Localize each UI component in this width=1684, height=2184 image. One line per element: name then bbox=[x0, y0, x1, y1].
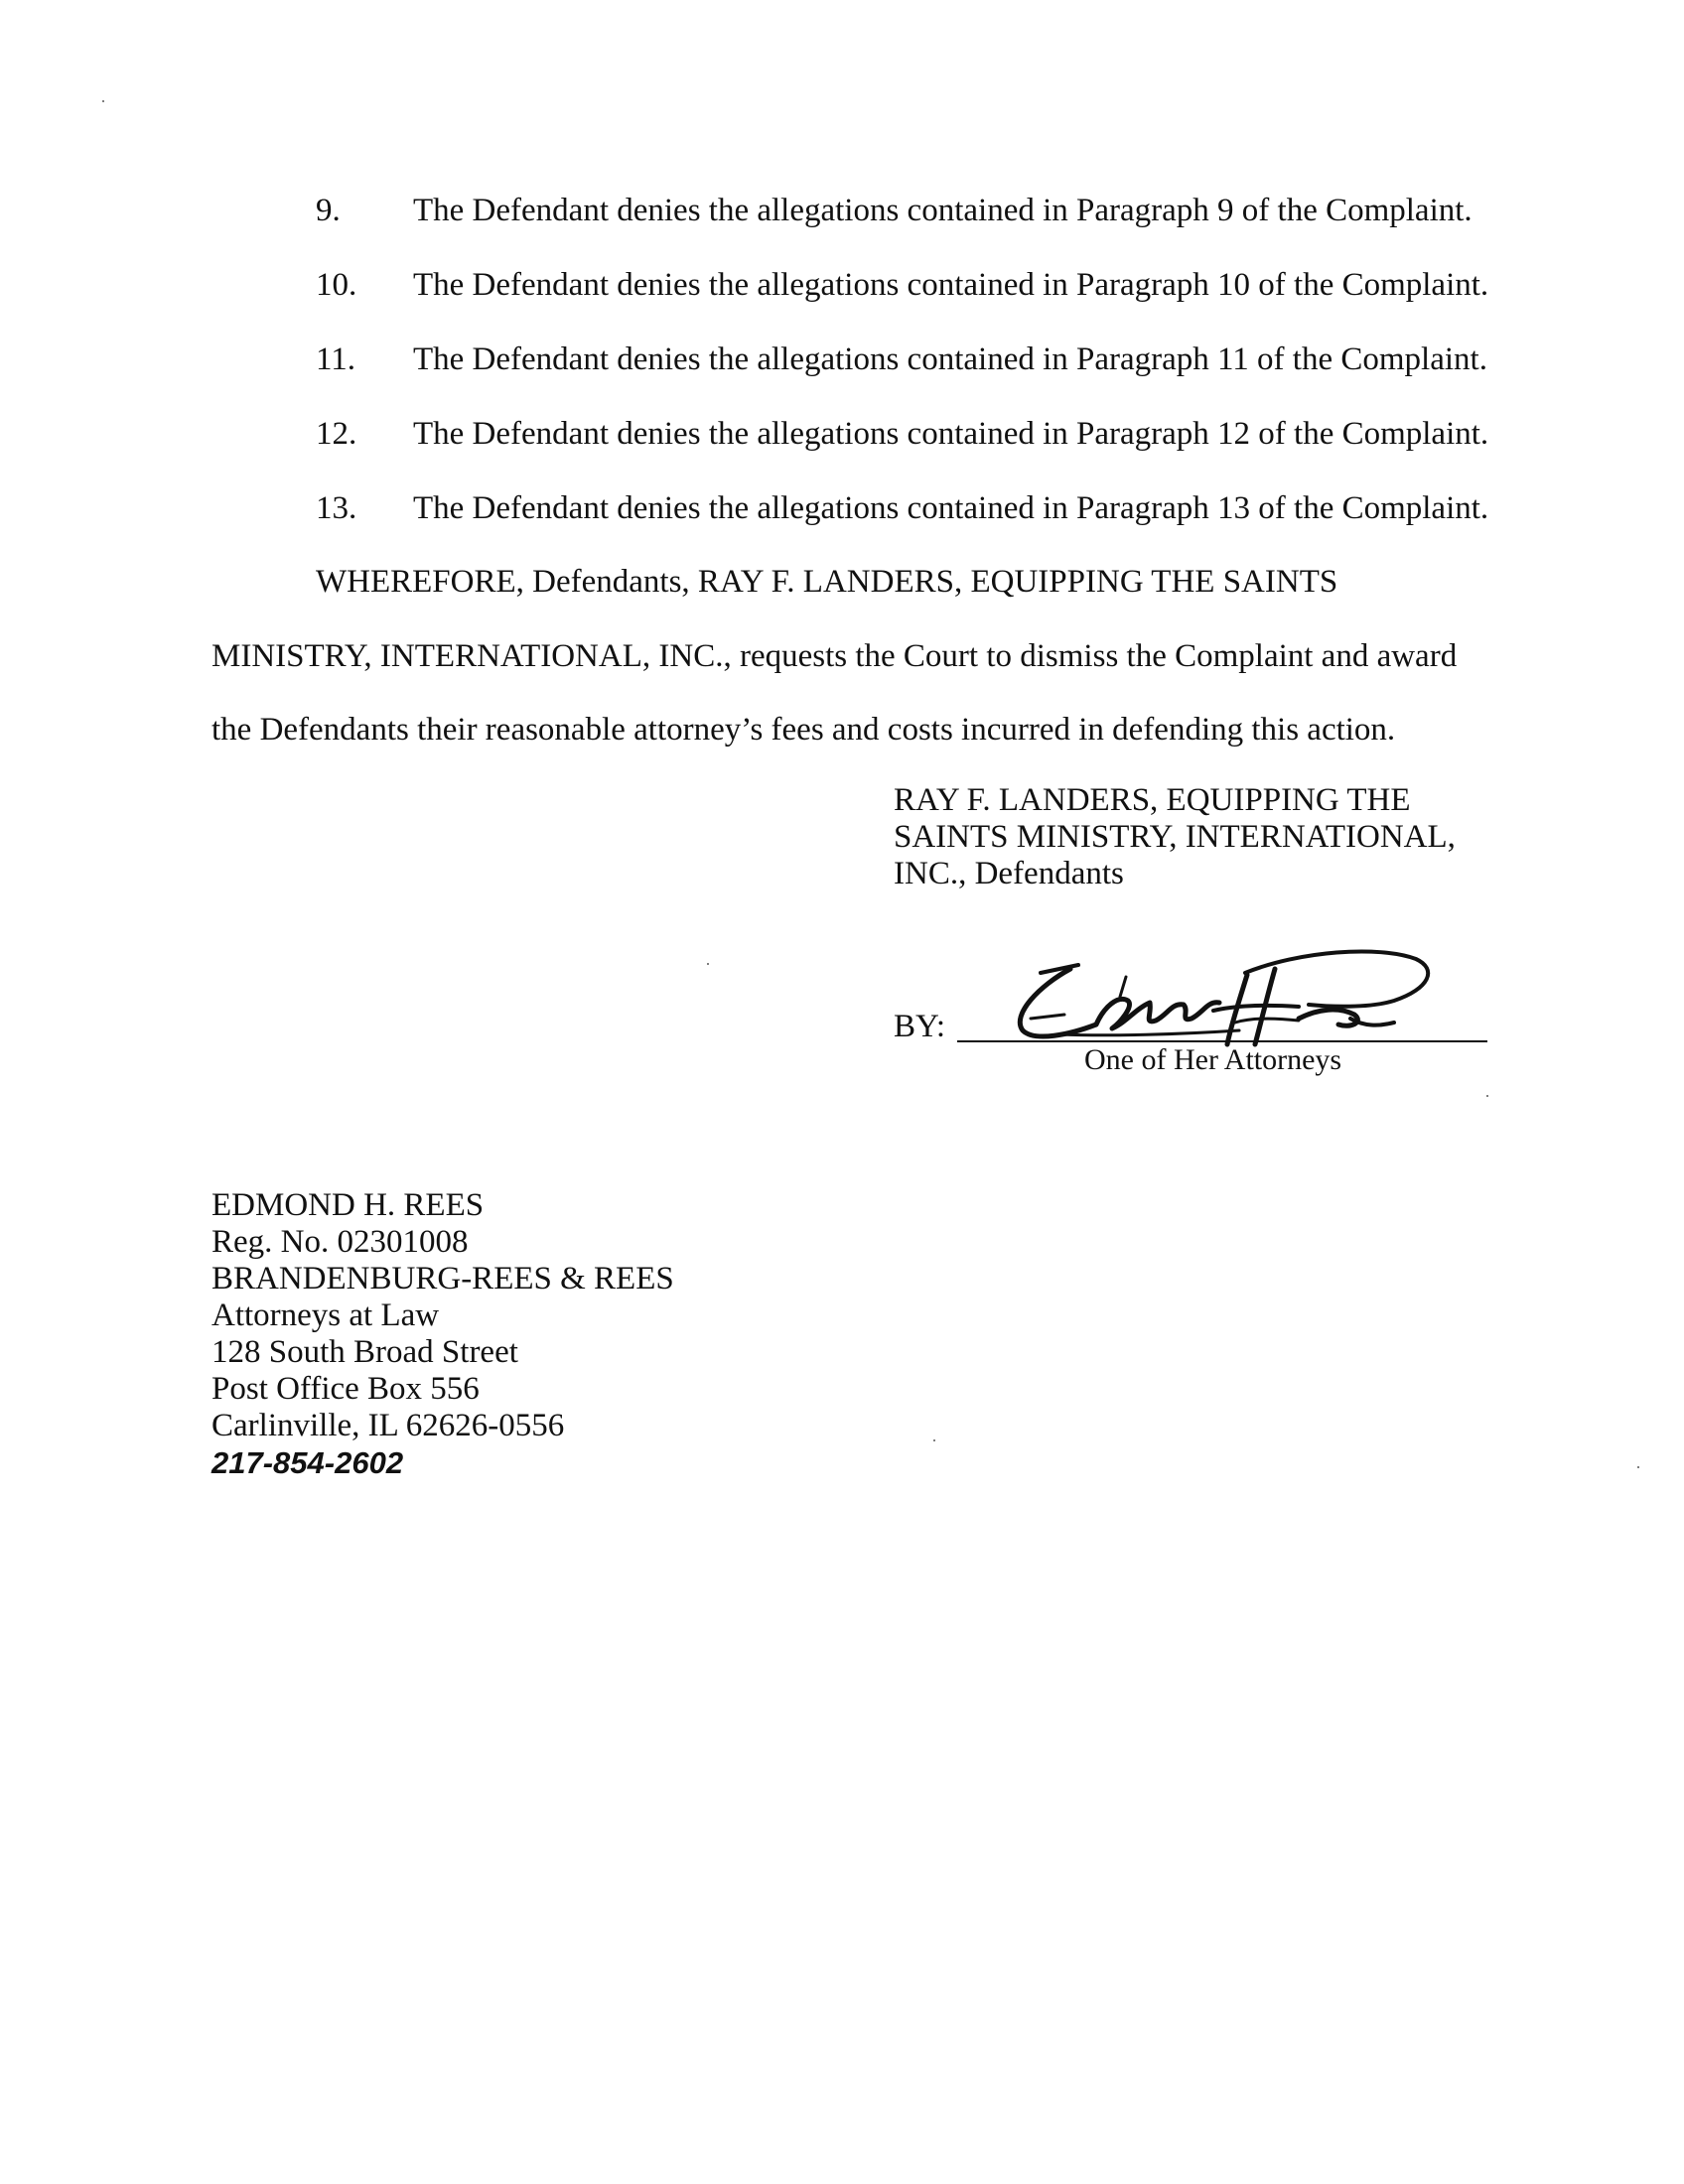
attorney-title: Attorneys at Law bbox=[211, 1297, 440, 1333]
paragraph-9 bbox=[0, 191, 1684, 230]
wherefore-line-2: MINISTRY, INTERNATIONAL, INC., requests the Court to dismiss the Complaint and award bbox=[211, 638, 1458, 674]
paragraph-number: 11. bbox=[316, 341, 356, 377]
scan-speck bbox=[1486, 1095, 1488, 1097]
scan-speck bbox=[933, 1439, 935, 1441]
party-line-2: SAINTS MINISTRY, INTERNATIONAL, bbox=[894, 819, 1456, 855]
paragraph-number: 10. bbox=[316, 267, 357, 303]
scan-speck bbox=[1637, 1466, 1639, 1468]
paragraph-13 bbox=[0, 488, 1684, 528]
paragraph-12 bbox=[0, 414, 1684, 454]
wherefore-line-3: the Defendants their reasonable attorney’s fees and costs incurred in defending this action. bbox=[211, 712, 1396, 748]
paragraph-11 bbox=[0, 340, 1684, 379]
party-line-3: INC., Defendants bbox=[894, 856, 1124, 891]
paragraph-number: 13. bbox=[316, 490, 357, 526]
phone-number: 217-854-2602 bbox=[211, 1445, 404, 1480]
attorney-address-block bbox=[211, 1187, 674, 1481]
city-state-zip: Carlinville, IL 62626-0556 bbox=[211, 1408, 565, 1443]
paragraph-text: The Defendant denies the allegations contained in Paragraph 9 of the Complaint. bbox=[413, 193, 1473, 228]
firm-name: BRANDENBURG-REES & REES bbox=[211, 1261, 674, 1297]
street-address: 128 South Broad Street bbox=[211, 1334, 518, 1370]
scan-speck bbox=[102, 100, 104, 102]
attorney-reg-number: Reg. No. 02301008 bbox=[211, 1224, 469, 1260]
paragraph-text: The Defendant denies the allegations contained in Paragraph 12 of the Complaint. bbox=[413, 416, 1489, 452]
party-line-1: RAY F. LANDERS, EQUIPPING THE bbox=[894, 782, 1411, 818]
paragraph-text: The Defendant denies the allegations contained in Paragraph 10 of the Complaint. bbox=[413, 267, 1489, 303]
paragraph-10 bbox=[0, 265, 1684, 305]
paragraph-number: 9. bbox=[316, 193, 341, 228]
paragraph-text: The Defendant denies the allegations contained in Paragraph 13 of the Complaint. bbox=[413, 490, 1489, 526]
scan-speck bbox=[707, 963, 709, 965]
paragraph-number: 12. bbox=[316, 416, 357, 452]
po-box: Post Office Box 556 bbox=[211, 1371, 480, 1407]
attorney-name: EDMOND H. REES bbox=[211, 1187, 485, 1223]
signature-caption: One of Her Attorneys bbox=[1084, 1043, 1342, 1076]
wherefore-line-1: WHEREFORE, Defendants, RAY F. LANDERS, EQUIPPING THE SAINTS bbox=[316, 564, 1338, 600]
by-label: BY: bbox=[894, 1009, 945, 1044]
paragraph-text: The Defendant denies the allegations contained in Paragraph 11 of the Complaint. bbox=[413, 341, 1487, 377]
party-block bbox=[894, 782, 1456, 892]
